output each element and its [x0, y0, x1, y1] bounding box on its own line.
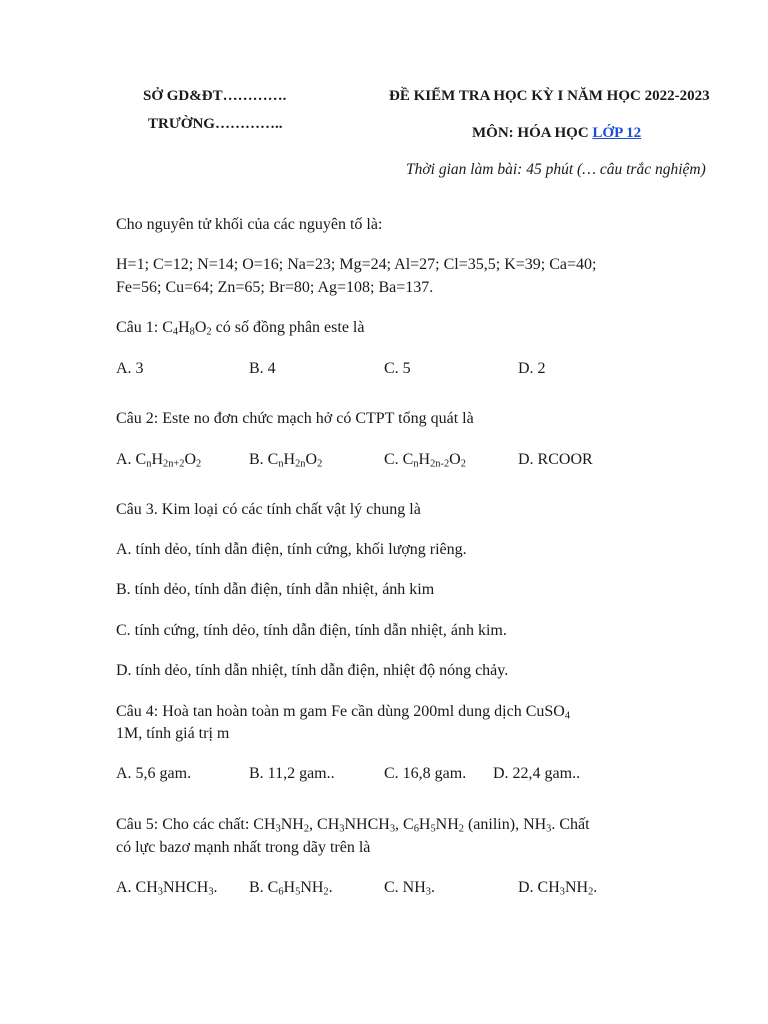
- q2-b-sub-n: n: [278, 458, 284, 470]
- q5-nh: NH: [523, 816, 547, 833]
- q5-option-a[interactable]: [116, 879, 218, 897]
- q1-formula-c: C: [162, 319, 173, 336]
- q2-c-c: C. C: [384, 451, 414, 468]
- q5-intro: Câu 5: Cho các chất: CH: [116, 816, 276, 833]
- q2-c-sub-o: 2: [460, 458, 466, 470]
- department-line: SỞ GD&ĐT………….: [143, 88, 287, 104]
- q5-d-text: D. CH: [518, 879, 560, 896]
- question-4-stem-line-2: 1M, tính giá trị m: [116, 725, 230, 742]
- q2-a-sub-h: 2n+2: [163, 458, 185, 470]
- question-1-stem: [116, 319, 364, 337]
- q5-d-sub: 2: [588, 886, 594, 898]
- q5-a-sub: 3: [208, 886, 214, 898]
- subject-prefix: MÔN: HÓA HỌC: [472, 125, 593, 141]
- q5-option-b[interactable]: [249, 879, 333, 897]
- q5-nh: NH: [435, 816, 459, 833]
- q5-c: C: [403, 816, 414, 833]
- q1-option-d[interactable]: D. 2: [518, 360, 546, 377]
- q5-anilin: (anilin),: [463, 816, 524, 833]
- q5-option-d[interactable]: [518, 879, 597, 897]
- question-5-stem-line-1: Câu 5: Cho các chất: $CH_3NH_2$, $CH_3NHCH_3$, $C_6H_5NH_2$ (anilin), $NH_3$. Chất: [116, 816, 590, 835]
- grade-link[interactable]: LỚP 12: [592, 125, 642, 141]
- q5-b-sub: 6: [278, 886, 284, 898]
- q2-b-sub-o: 2: [317, 458, 323, 470]
- q5-sub: 2: [303, 823, 310, 835]
- q2-b-sub-h: 2n: [295, 458, 306, 470]
- q5-b-sub: 5: [295, 886, 301, 898]
- q5-b-h: H: [283, 879, 296, 896]
- q5-sub: 6: [413, 823, 419, 835]
- q3-option-a[interactable]: A. tính dẻo, tính dẫn điện, tính cứng, khối lượng riêng.: [116, 541, 467, 558]
- q1-sub-h: 8: [189, 326, 195, 338]
- q1-prefix: Câu 1:: [116, 319, 163, 336]
- question-4-stem-line-1: [116, 703, 570, 721]
- q4-option-b[interactable]: B. 11,2 gam..: [249, 765, 335, 782]
- q5-d-nh: NH: [564, 879, 589, 896]
- q1-sub-o: 2: [206, 326, 212, 338]
- q5-sub: 3: [275, 823, 281, 835]
- q2-a-h: H: [151, 451, 163, 468]
- q5-sep: ,: [395, 816, 404, 833]
- q2-c-sub-h: 2n-2: [430, 458, 450, 470]
- q2-option-c[interactable]: [384, 451, 466, 469]
- q5-sub: 3: [546, 823, 552, 835]
- question-5-stem-line-2: có lực bazơ mạnh nhất trong dãy trên là: [116, 839, 371, 856]
- q4-option-c[interactable]: C. 16,8 gam.: [384, 765, 467, 782]
- q2-a-c: A. C: [116, 451, 147, 468]
- q5-a-text: A. CH: [116, 879, 158, 896]
- q2-a-sub-o: 2: [196, 458, 202, 470]
- q1-formula-o: O: [194, 319, 207, 336]
- q4-option-a[interactable]: A. 5,6 gam.: [116, 765, 192, 782]
- q1-formula-h: H: [178, 319, 190, 336]
- q5-nhch: NHCH: [344, 816, 390, 833]
- q5-a-dot: .: [213, 879, 218, 896]
- q5-c-text: C. NH: [384, 879, 426, 896]
- q3-option-d[interactable]: D. tính dẻo, tính dẫn nhiệt, tính dẫn điện, nhiệt độ nóng chảy.: [116, 662, 509, 679]
- q2-option-b[interactable]: [249, 451, 322, 469]
- question-2-stem: Câu 2: Este no đơn chức mạch hở có CTPT tổng quát là: [116, 410, 474, 427]
- q2-b-o: O: [305, 451, 318, 468]
- q1-suffix: có số đồng phân este là: [211, 319, 365, 336]
- q2-c-h: H: [418, 451, 431, 468]
- q5-c-sub: 3: [425, 886, 431, 898]
- q1-option-c[interactable]: C. 5: [384, 360, 411, 377]
- q2-a-o: O: [184, 451, 197, 468]
- q5-b-sub: 2: [323, 886, 329, 898]
- q1-option-a[interactable]: A. 3: [116, 360, 144, 377]
- q5-nh: NH: [280, 816, 304, 833]
- school-line: TRƯỜNG…………..: [148, 116, 283, 132]
- q5-option-c[interactable]: [384, 879, 435, 897]
- q5-a-mid: NHCH: [162, 879, 209, 896]
- intro-line-1: Cho nguyên tử khối của các nguyên tố là:: [116, 216, 383, 233]
- q5-sub: 5: [430, 823, 436, 835]
- q1-sub-c: 4: [172, 326, 179, 338]
- q5-d-sub: 3: [559, 886, 565, 898]
- q5-sep: ,: [309, 816, 318, 833]
- q5-b-dot: .: [328, 879, 333, 896]
- exam-title: ĐỀ KIỂM TRA HỌC KỲ I NĂM HỌC 2022-2023: [389, 88, 710, 104]
- q2-b-h: H: [283, 451, 296, 468]
- q5-a-sub: 3: [157, 886, 163, 898]
- q1-option-b[interactable]: B. 4: [249, 360, 276, 377]
- q5-sub: 3: [339, 823, 345, 835]
- q5-sub: 3: [389, 823, 396, 835]
- question-3-stem: Câu 3. Kim loại có các tính chất vật lý chung là: [116, 501, 421, 518]
- time-line: Thời gian làm bài: 45 phút (… câu trắc nghiệm): [406, 161, 706, 178]
- q4-sub-4: 4: [564, 710, 571, 722]
- q5-sub: 2: [458, 823, 464, 835]
- q5-b-nh: NH: [300, 879, 324, 896]
- q2-option-d[interactable]: D. RCOOR: [518, 451, 593, 468]
- q5-b-text: B. C: [249, 879, 279, 896]
- q2-option-a[interactable]: [116, 451, 201, 469]
- q4-line1-text: Câu 4: Hoà tan hoàn toàn m gam Fe cần dùng 200ml dung dịch CuSO: [116, 703, 565, 720]
- q2-c-o: O: [449, 451, 461, 468]
- q2-c-sub-n: n: [413, 458, 419, 470]
- intro-line-3: Fe=56; Cu=64; Zn=65; Br=80; Ag=108; Ba=137.: [116, 279, 434, 296]
- q3-option-b[interactable]: B. tính dẻo, tính dẫn điện, tính dẫn nhiệt, ánh kim: [116, 581, 435, 598]
- q4-option-d[interactable]: D. 22,4 gam..: [493, 765, 581, 782]
- q5-c-dot: .: [430, 879, 435, 896]
- q5-h: H: [418, 816, 431, 833]
- q2-b-c: B. C: [249, 451, 279, 468]
- q3-option-c[interactable]: C. tính cứng, tính dẻo, tính dẫn điện, tính dẫn nhiệt, ánh kim.: [116, 622, 507, 639]
- intro-line-2: H=1; C=12; N=14; O=16; Na=23; Mg=24; Al=27; Cl=35,5; K=39; Ca=40;: [116, 256, 597, 273]
- q5-line1-end: . Chất: [551, 816, 590, 833]
- q5-d-dot: .: [593, 879, 598, 896]
- q2-a-sub-n: n: [146, 458, 152, 470]
- subject-line: [472, 125, 641, 142]
